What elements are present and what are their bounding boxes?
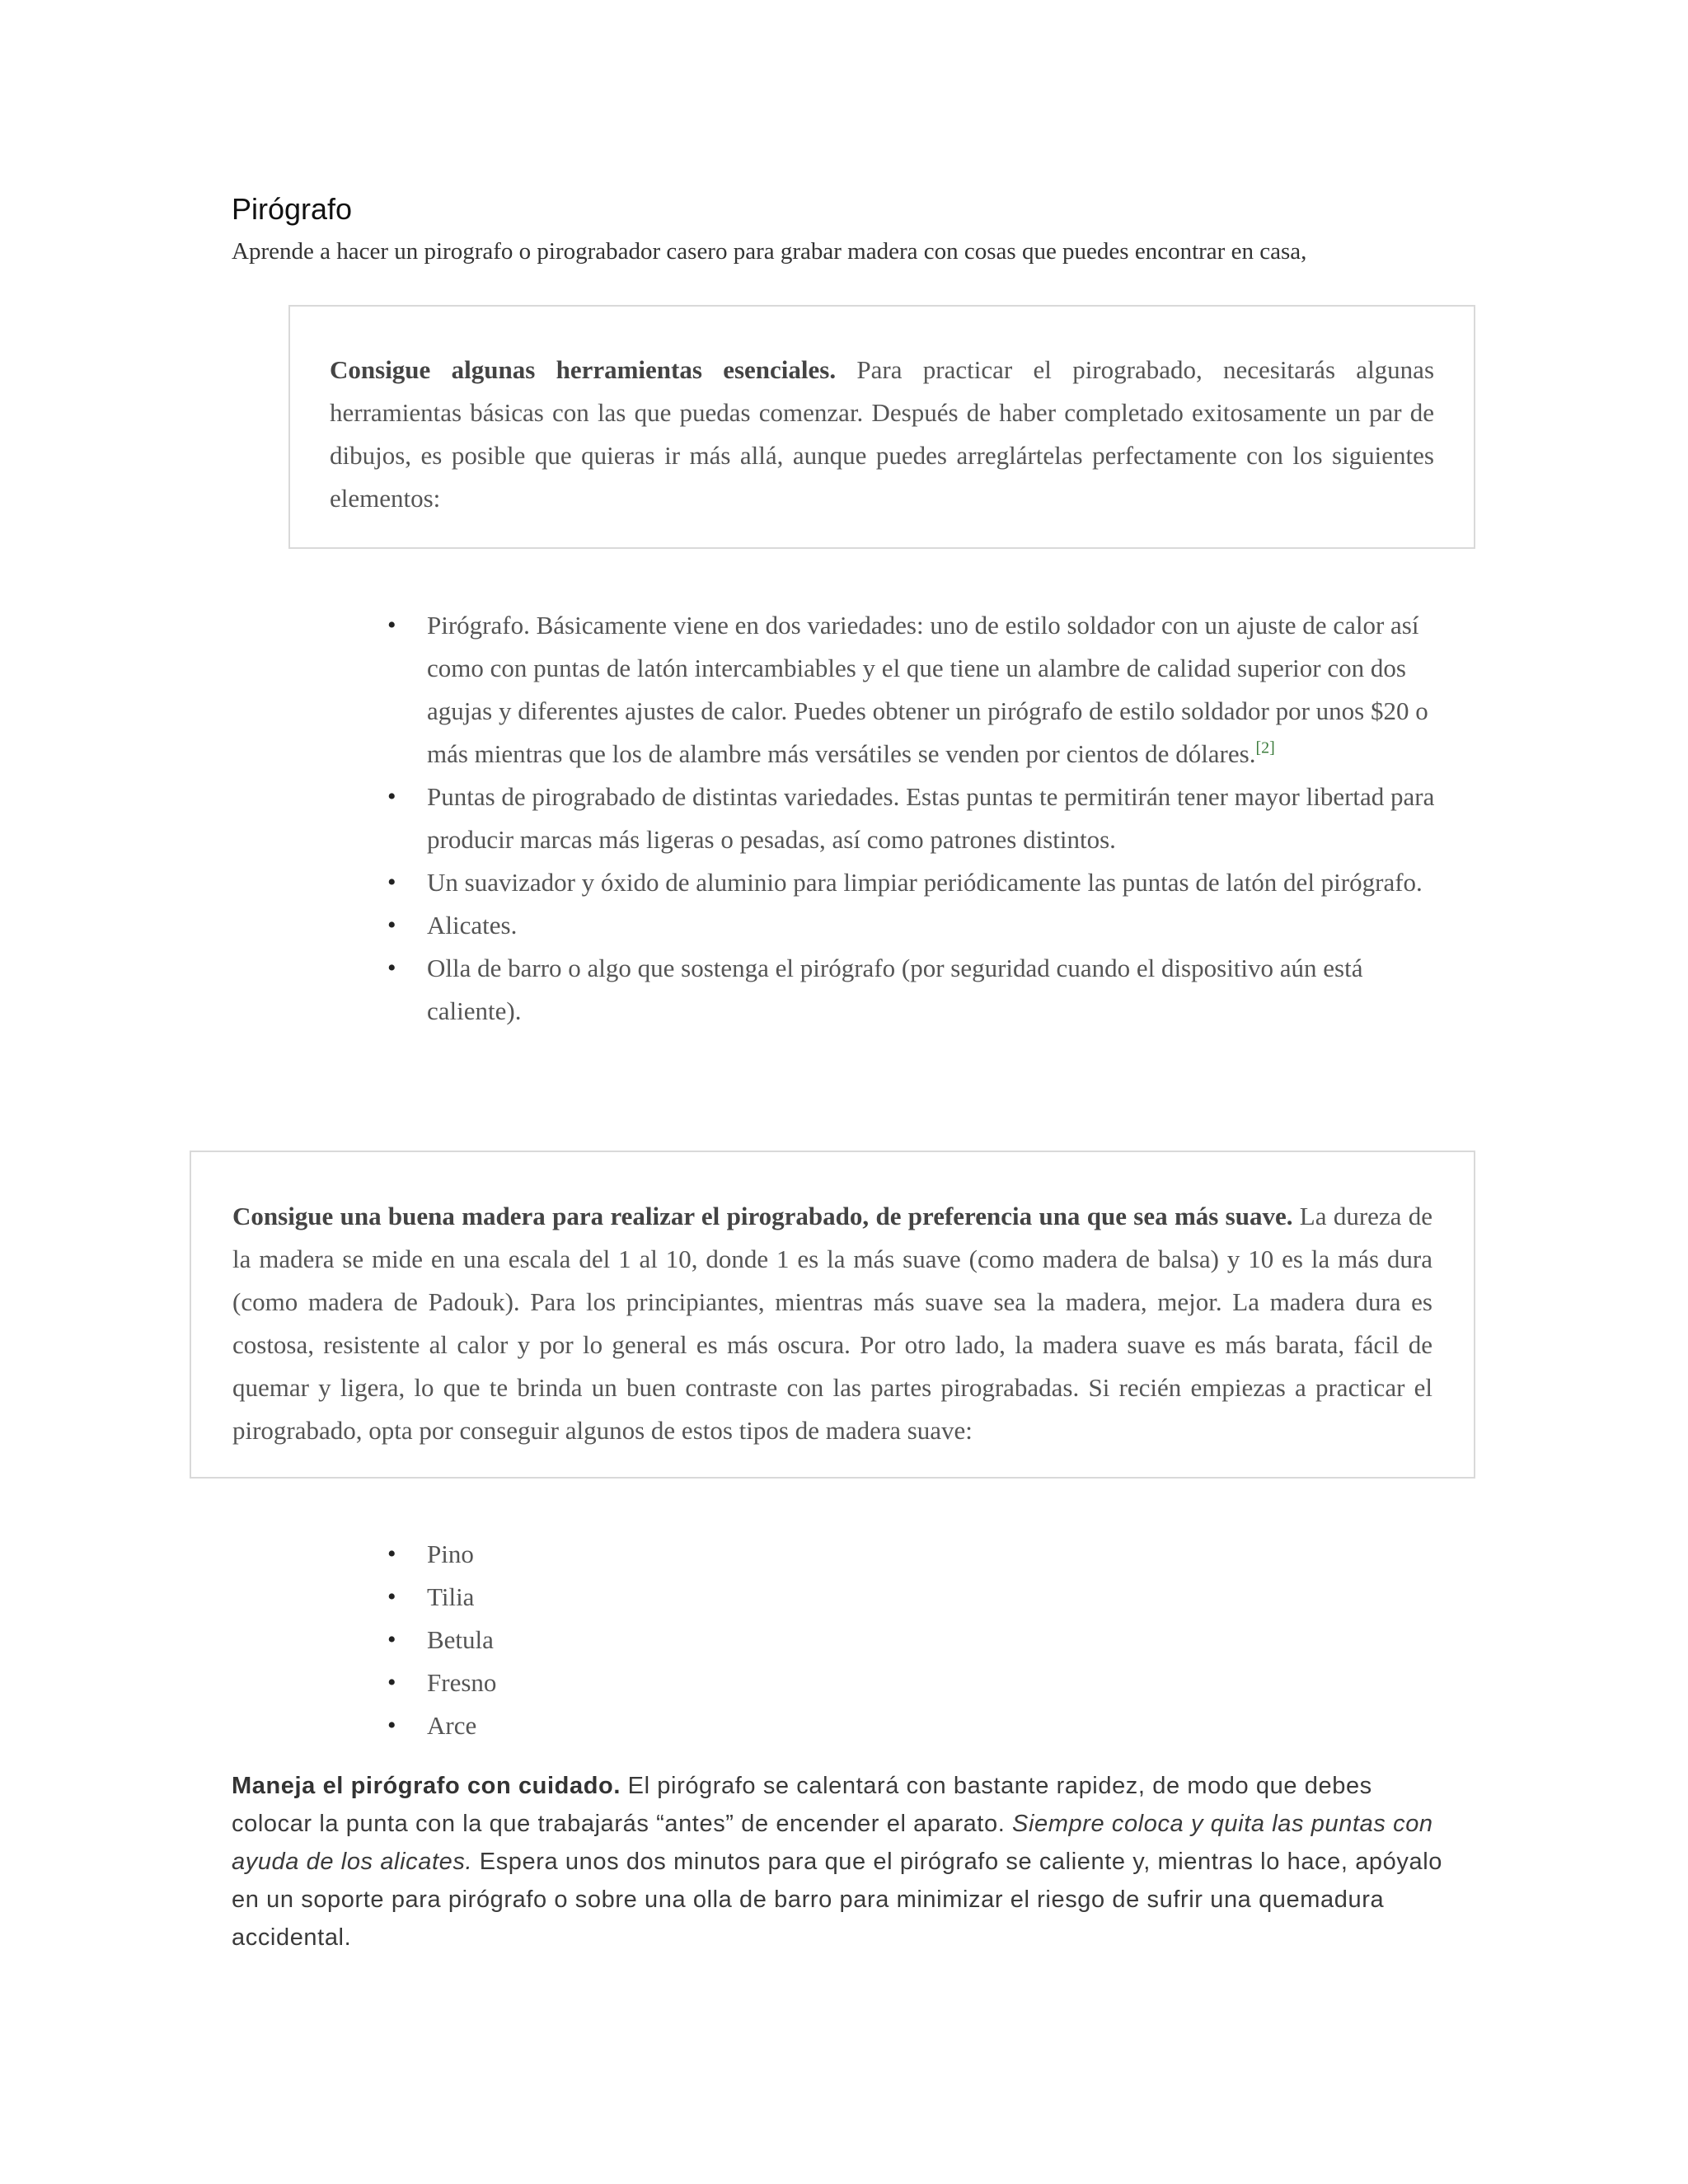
bullet-icon: • <box>387 612 396 639</box>
wood-lead: Consigue una buena madera para realizar el pirograbado, de preferencia una que sea más suave. <box>232 1202 1293 1230</box>
tools-paragraph <box>330 349 1434 520</box>
bullet-icon: • <box>387 783 396 810</box>
document-title: Pirógrafo <box>232 192 353 226</box>
wood-list <box>387 1533 1449 1747</box>
wood-callout-box <box>190 1151 1475 1479</box>
bullet-icon: • <box>387 1583 396 1610</box>
tools-body: Para practicar el pirograbado, necesitarás algunas herramientas básicas con las que puedas comenzar. Después de haber completado exitosamente un par de dibujos, es posible que quieras ir más allá, aunque puedes arreglártelas perfectamente con los siguientes elementos: <box>330 355 1435 513</box>
bullet-icon: • <box>387 1712 396 1739</box>
wood-body: La dureza de la madera se mide en una escala del 1 al 10, donde 1 es la más suave (como madera de balsa) y 10 es la más dura (como madera de Padouk). Para los principiantes, mientras más suave sea la madera, mejor. La madera dura es costosa, resistente al calor y por lo general es más oscura. Por otro lado, la madera suave es más barata, fácil de quemar y ligera, lo que te brinda un buen contraste con las partes pirograbadas. Si recién empiezas a practicar el pirograbado, opta por conseguir algunos de estos tipos de madera suave: <box>232 1202 1432 1445</box>
list-item: • Un suavizador y óxido de aluminio para limpiar periódicamente las puntas de latón del pirógrafo. <box>427 861 1449 904</box>
bullet-icon: • <box>387 1669 396 1696</box>
list-item: • Arce <box>427 1704 1449 1747</box>
tools-list <box>387 604 1449 1033</box>
list-item: • Betula <box>427 1619 1449 1661</box>
tools-lead: Consigue algunas herramientas esenciales. <box>330 355 837 384</box>
tools-callout-box <box>288 305 1475 549</box>
list-item: • Fresno <box>427 1661 1449 1704</box>
list-item: • Tilia <box>427 1576 1449 1619</box>
bullet-icon: • <box>387 954 396 982</box>
bullet-icon: • <box>387 869 396 896</box>
bullet-icon: • <box>387 1626 396 1653</box>
list-item: • Pino <box>427 1533 1449 1576</box>
safety-lead: Maneja el pirógrafo con cuidado. <box>232 1773 621 1799</box>
list-item: • Pirógrafo. Básicamente viene en dos variedades: uno de estilo soldador con un ajuste de calor así como con puntas de latón intercambiables y el que tiene un alambre de calidad superior con dos agujas y diferentes ajustes de calor. Puedes obtener un pirógrafo de estilo soldador por unos $20 o más mientras que los de alambre más versátiles se venden por cientos de dólares.[2] <box>427 604 1449 776</box>
list-item: • Puntas de pirograbado de distintas variedades. Estas puntas te permitirán tener mayor libertad para producir marcas más ligeras o pesadas, así como patrones distintos. <box>427 776 1449 861</box>
intro-text: Aprende a hacer un pirografo o pirograbador casero para grabar madera con cosas que puedes encontrar en casa, <box>232 238 1307 265</box>
list-item: • Alicates. <box>427 904 1449 947</box>
bullet-icon: • <box>387 1540 396 1568</box>
bullet-icon: • <box>387 912 396 939</box>
wood-paragraph <box>232 1195 1432 1452</box>
footnote-link[interactable]: [2] <box>1255 738 1275 757</box>
safety-paragraph: Maneja el pirógrafo con cuidado. El pirógrafo se calentará con bastante rapidez, de modo que debes colocar la punta con la que trabajarás “antes” de encender el aparato. Siempre coloca y quita las puntas con ayuda de los alicates. Espera unos dos minutos para que el pirógrafo se caliente y, mientras lo hace, apóyalo en un soporte para pirógrafo o sobre una olla de barro para minimizar el riesgo de sufrir una quemadura accidental. <box>232 1773 1442 1951</box>
safety-italic: Siempre coloca y quita las puntas con ayuda de los alicates. <box>232 1811 1433 1875</box>
list-item: • Olla de barro o algo que sostenga el pirógrafo (por seguridad cuando el dispositivo aún está caliente). <box>427 947 1449 1033</box>
